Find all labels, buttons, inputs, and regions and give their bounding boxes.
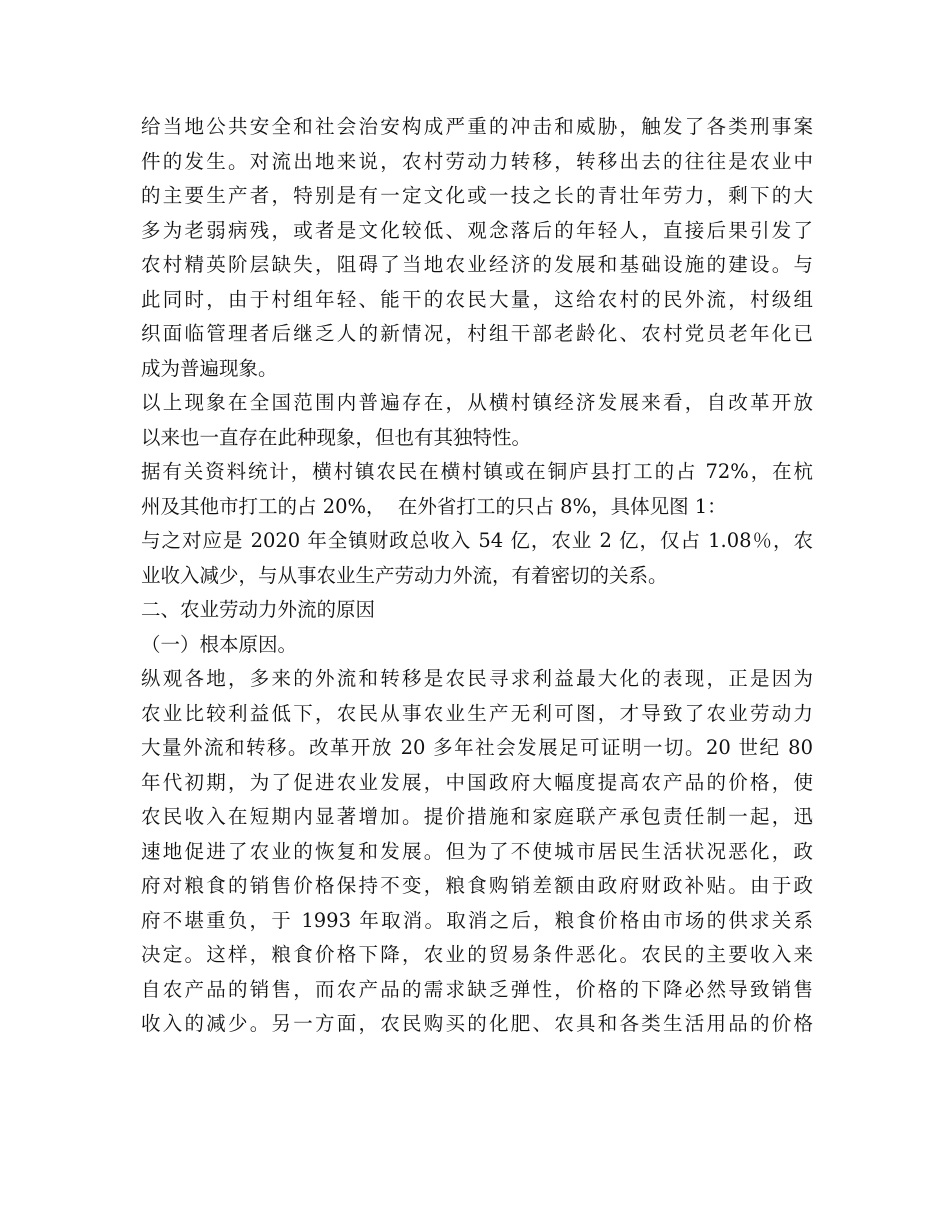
text-line: 与之对应是 2020 年全镇财政总收入 54 亿，农业 2 亿，仅占 1.08％，农 — [141, 529, 813, 552]
text-line: 速地促进了农业的恢复和发展。但为了不使城市居民生活状况恶化，政 — [141, 839, 813, 863]
text-line: 农民收入在短期内显著增加。提价措施和家庭联产承包责任制一起，迅 — [141, 805, 813, 828]
text-line: 多为老弱病残，或者是文化较低、观念落后的年轻人，直接后果引发了 — [141, 218, 813, 242]
paragraph-national-phenomenon — [141, 386, 813, 455]
paragraph-root-cause — [141, 662, 813, 1042]
document-body — [141, 110, 813, 1042]
text-line: 织面临管理者后继乏人的新情况，村组干部老龄化、农村党员老年化已 — [141, 322, 813, 345]
paragraph-fiscal-revenue — [141, 524, 813, 593]
text-line: 决定。这样，粮食价格下降，农业的贸易条件恶化。农民的主要收入来 — [141, 943, 813, 966]
text-line: 府对粮食的销售价格保持不变，粮食购销差额由政府财政补贴。由于政 — [141, 874, 813, 897]
text-line: 年代初期，为了促进农业发展，中国政府大幅度提高农产品的价格，使 — [141, 770, 813, 794]
subsection-heading — [141, 628, 813, 663]
text-line: 给当地公共安全和社会治安构成严重的冲击和威胁，触发了各类刑事案 — [141, 115, 813, 138]
text-line: 以上现象在全国范围内普遍存在，从横村镇经济发展来看，自改革开放 — [141, 391, 813, 414]
heading-text: 二、农业劳动力外流的原因 — [141, 598, 376, 621]
text-line: 州及其他市打工的占 20%， 在外省打工的只占 8%，具体见图 1： — [141, 494, 727, 518]
paragraph-statistics — [141, 455, 813, 524]
section-heading — [141, 593, 813, 628]
text-line: 农业比较利益低下，农民从事农业生产无利可图，才导致了农业劳动力 — [141, 701, 813, 725]
text-line: 纵观各地，多来的外流和转移是农民寻求利益最大化的表现，正是因为 — [141, 667, 813, 690]
text-line: 据有关资料统计，横村镇农民在横村镇或在铜庐县打工的占 72%，在杭 — [141, 460, 813, 483]
text-line: 大量外流和转移。改革开放 20 多年社会发展足可证明一切。20 世纪 80 — [141, 736, 813, 759]
text-line: 以来也一直存在此种现象，但也有其独特性。 — [141, 425, 532, 449]
text-line: 府不堪重负，于 1993 年取消。取消之后，粮食价格由市场的供求关系 — [141, 908, 813, 932]
text-line: 的主要生产者，特别是有一定文化或一技之长的青壮年劳力，剩下的大 — [141, 184, 813, 207]
text-line: 成为普遍现象。 — [141, 356, 278, 380]
text-line: 收入的减少。另一方面，农民购买的化肥、农具和各类生活用品的价格 — [141, 1012, 813, 1035]
paragraph-crime-and-elite-loss — [141, 110, 813, 386]
text-line: 此同时，由于村组年轻、能干的农民大量，这给农村的民外流，村级组 — [141, 287, 813, 311]
heading-text: （一）根本原因。 — [141, 632, 298, 656]
text-line: 自农产品的销售，而农产品的需求缺乏弹性，价格的下降必然导致销售 — [141, 977, 813, 1001]
text-line: 件的发生。对流出地来说，农村劳动力转移，转移出去的往往是农业中 — [141, 149, 813, 173]
text-line: 业收入减少，与从事农业生产劳动力外流，有着密切的关系。 — [141, 563, 668, 587]
text-line: 农村精英阶层缺失，阻碍了当地农业经济的发展和基础设施的建设。与 — [141, 253, 813, 276]
